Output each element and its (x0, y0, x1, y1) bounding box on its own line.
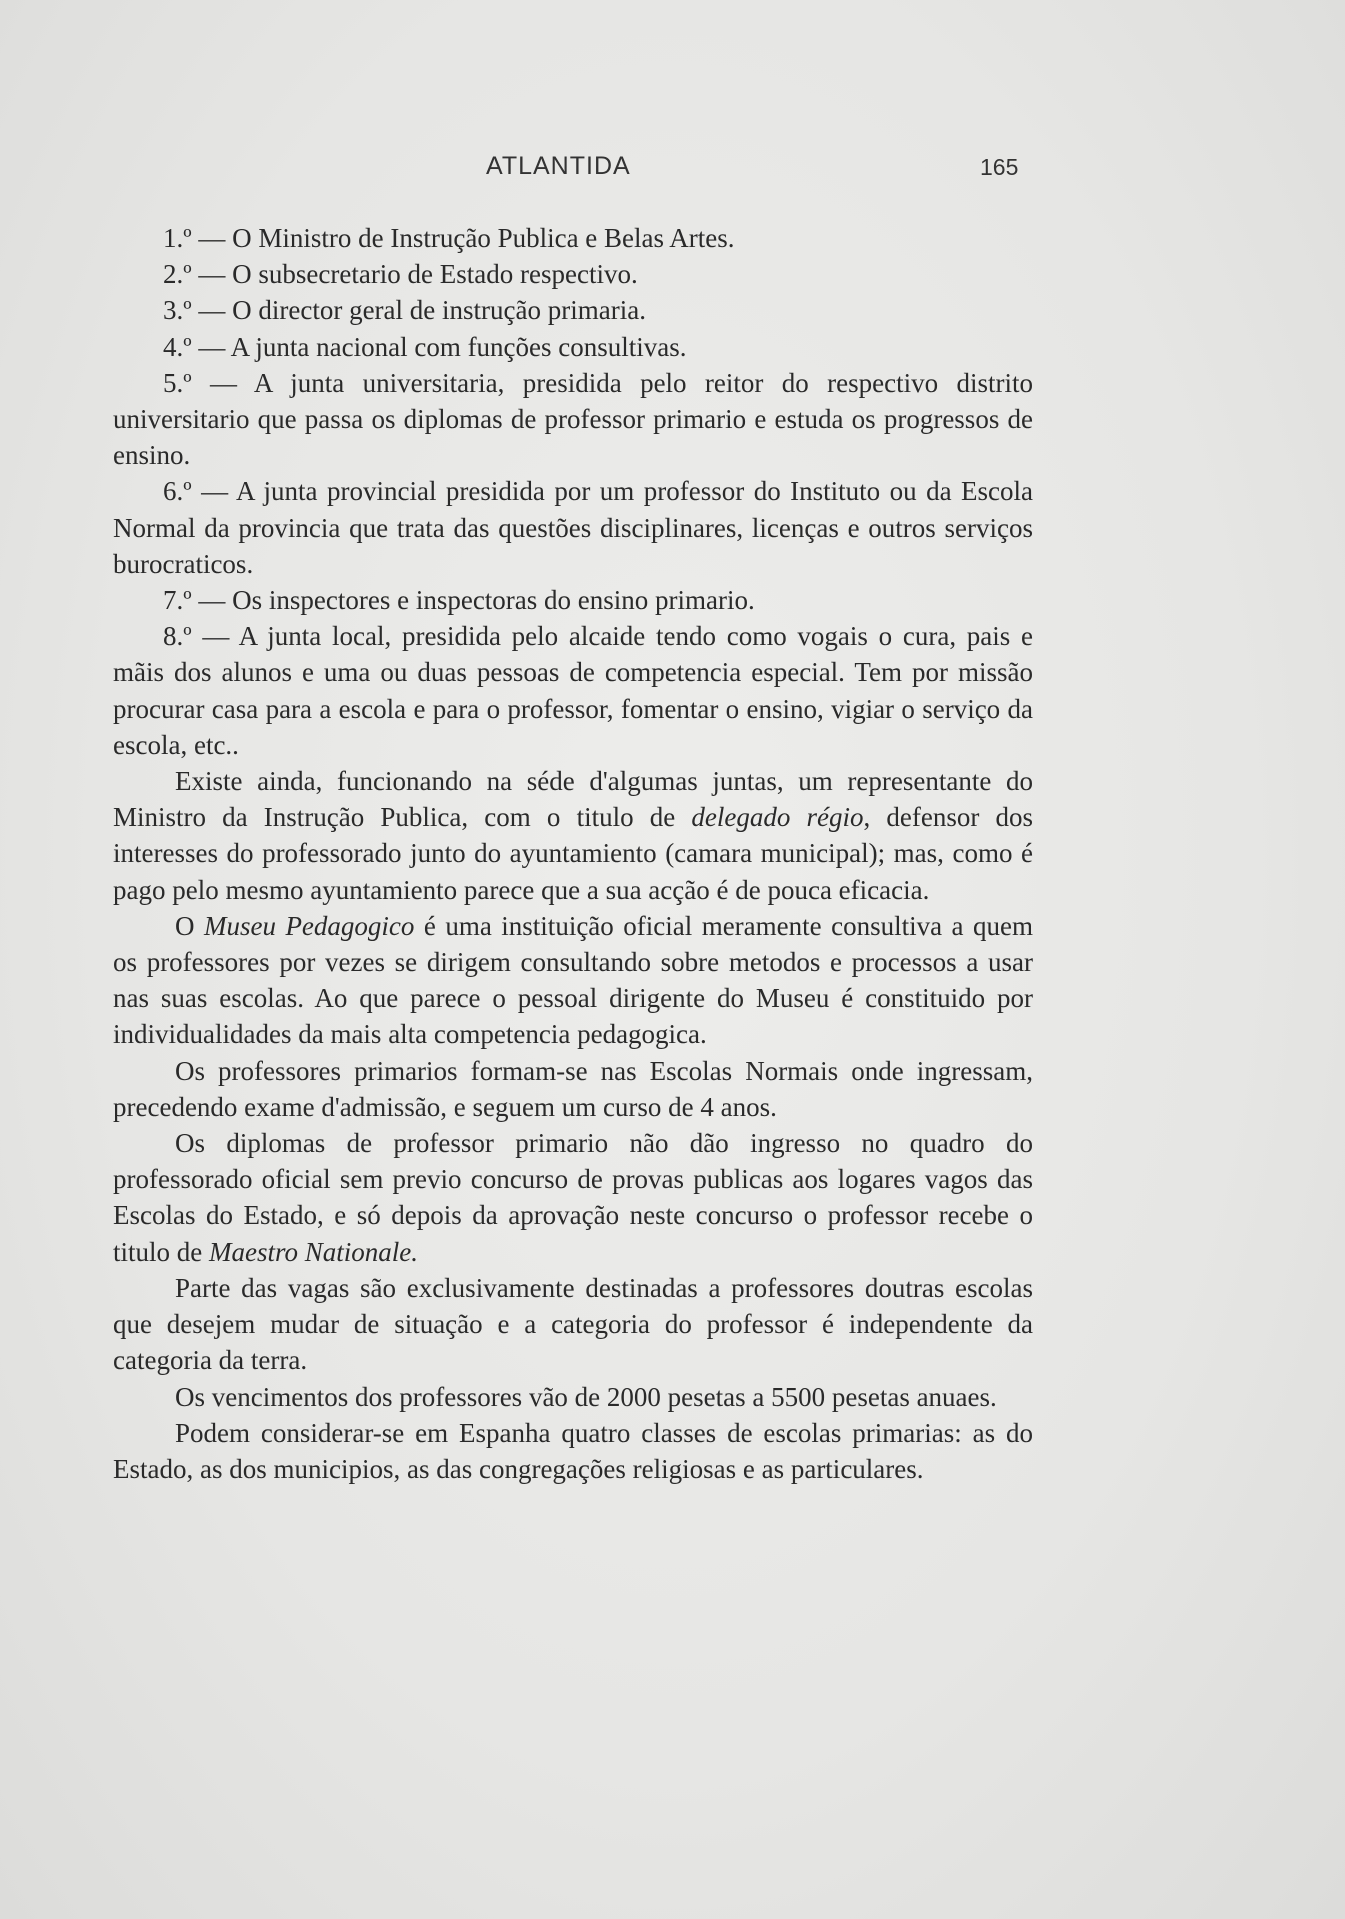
paragraph-museu-pedagogico (113, 908, 1033, 1053)
list-item: 7.º — Os inspectores e inspectoras do ensino primario. (163, 585, 755, 616)
paragraph-text: O (175, 910, 204, 941)
paragraph-text: Os diplomas de professor primario não dão ingresso no quadro do professorado oficial sem previo concurso de provas publicas aos logares vagos das Escolas do Estado, e só depois da aprovação neste concurso o professor recebe o titulo de (113, 1128, 1033, 1267)
italic-term: delegado régio (691, 802, 864, 833)
list-item: 3.º — O director geral de instrução primaria. (163, 295, 646, 326)
italic-term: Maestro Nationale. (209, 1236, 418, 1267)
paragraph-text: Existe ainda, funcionando na séde d'algumas juntas, um representante do Ministro da Instrução Publica, com o titulo de (113, 766, 1033, 833)
body-text (113, 220, 1033, 1487)
running-title: ATLANTIDA (486, 152, 631, 180)
paragraph-vencimentos: Os vencimentos dos professores vão de 2000 pesetas a 5500 pesetas anuaes. (175, 1381, 997, 1412)
list-item: 1.º — O Ministro de Instrução Publica e Belas Artes. (163, 223, 735, 253)
paragraph-escolas-normais: Os professores primarios formam-se nas Escolas Normais onde ingressam, precedendo exame d'admissão, e seguem um curso de 4 anos. (113, 1055, 1033, 1122)
italic-term: Museu Pedagogico (203, 910, 415, 941)
paragraph-text: é uma instituição oficial meramente consultiva a quem os professores por vezes se dirigem consultando sobre metodos e processos a usar nas suas escolas. Ao que parece o pessoal dirigente do Museu é constituido por individualidades da mais alta competencia pedagogica. (113, 910, 1034, 1050)
paragraph-vagas: Parte das vagas são exclusivamente destinadas a professores doutras escolas que desejem mudar de situação e a categoria do professor é independente da categoria da terra. (113, 1272, 1033, 1376)
list-item: 8.º — A junta local, presidida pelo alcaide tendo como vogais o cura, pais e mãis dos alunos e uma ou duas pessoas de competencia especial. Tem por missão procurar casa para a escola e para o professor, fomentar o ensino, vigiar o serviço da escola, etc.. (113, 621, 1033, 760)
list-item: 6.º — A junta provincial presidida por um professor do Instituto ou da Escola Normal da provincia que trata das questões disciplinares, licenças e outros serviços burocraticos. (113, 476, 1033, 579)
paragraph-classes-escolas: Podem considerar-se em Espanha quatro classes de escolas primarias: as do Estado, as dos municipios, as das congregações religiosas e as particulares. (113, 1417, 1033, 1484)
paragraph-delegado-regio (113, 763, 1033, 908)
page-header (0, 152, 1345, 192)
list-item: 4.º — A junta nacional com funções consultivas. (163, 331, 687, 362)
page-number: 165 (980, 154, 1019, 180)
list-item: 5.º — A junta universitaria, presidida pelo reitor do respectivo distrito universitario que passa os diplomas de professor primario e estuda os progressos de ensino. (113, 367, 1033, 471)
paragraph-text: , defensor dos interesses do professorado junto do ayuntamiento (camara municipal); mas, como é pago pelo mesmo ayuntamiento parece que a sua acção é de pouca eficacia. (113, 802, 1033, 905)
list-item: 2.º — O subsecretario de Estado respectivo. (163, 259, 638, 290)
paragraph-diplomas (113, 1125, 1033, 1270)
